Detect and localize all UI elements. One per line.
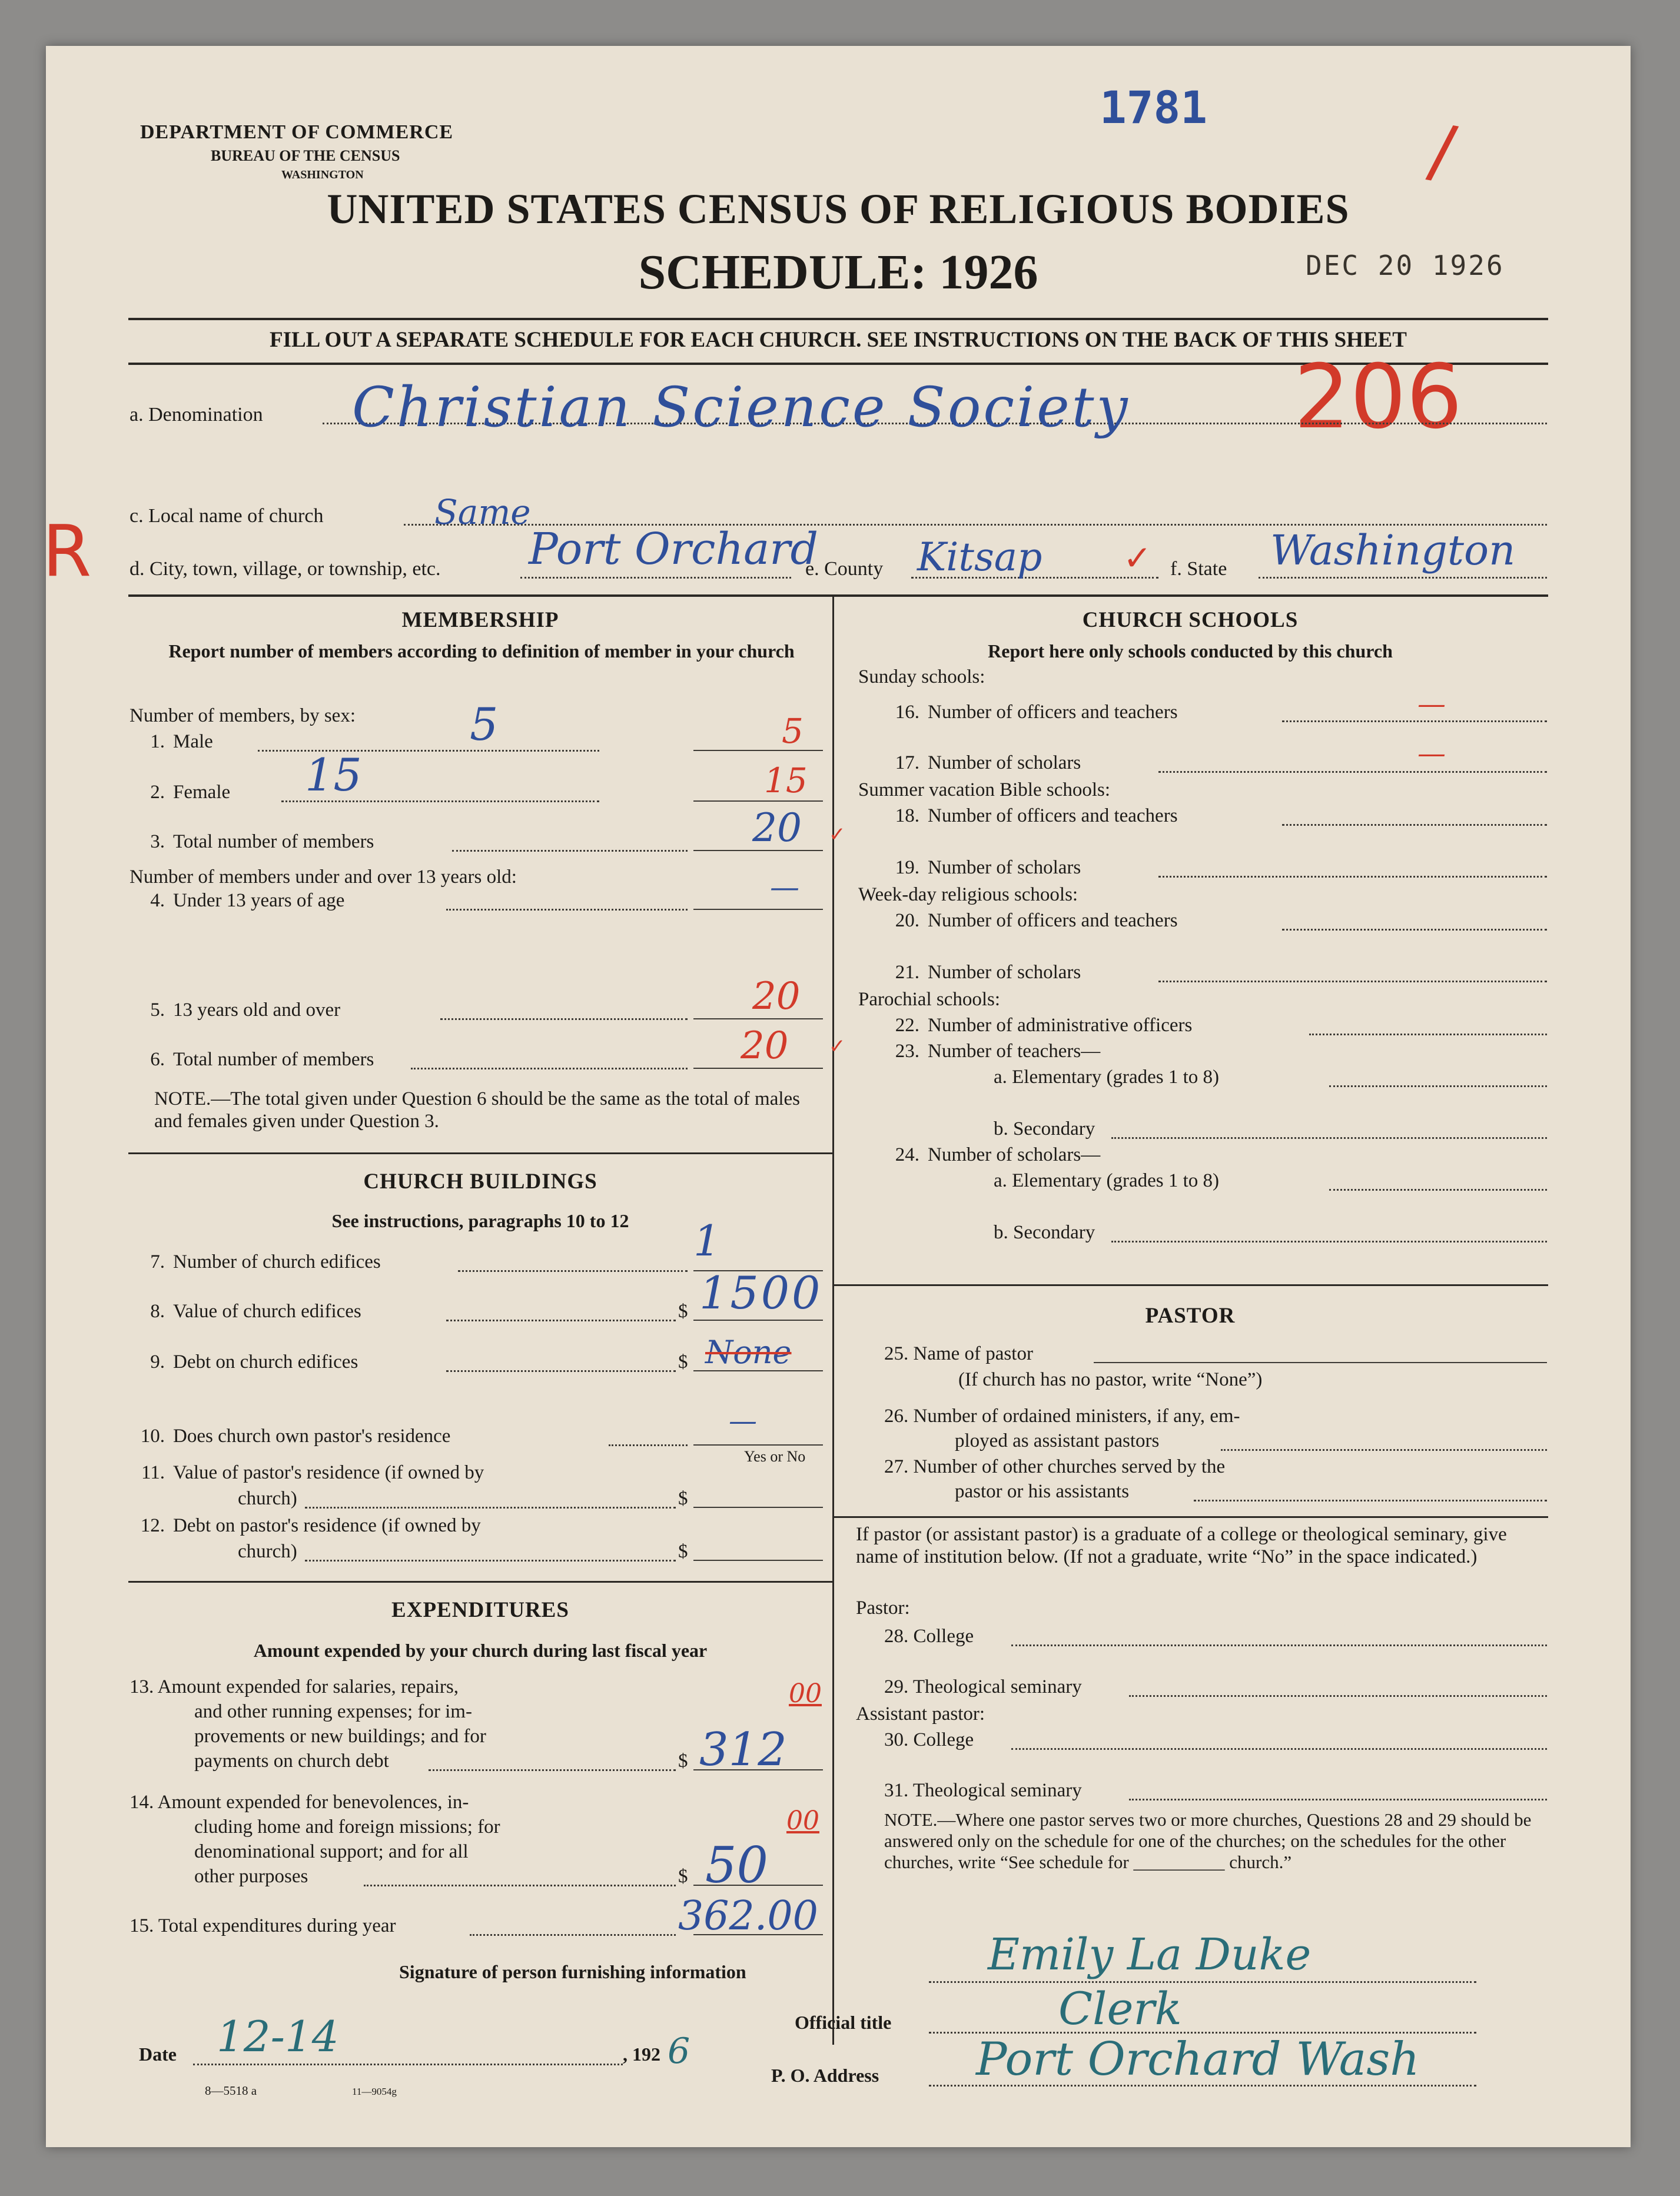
state-value: Washington — [1270, 526, 1516, 574]
schools-heading: CHURCH SCHOOLS — [1082, 608, 1299, 632]
total-members-check: ✓ — [829, 823, 846, 846]
weekday-officers-row: 20. Number of officers and teachers — [895, 910, 1178, 931]
signature-value: Emily La Duke — [988, 1929, 1312, 1980]
admin-officers-row: 22. Number of administrative officers — [895, 1015, 1193, 1036]
denomination-label: a. Denomination — [130, 404, 263, 426]
total-by-age-row: 6. Total number of members — [150, 1049, 374, 1070]
buildings-subtitle: See instructions, paragraphs 10 to 12 — [331, 1210, 629, 1231]
male-answer-line — [693, 750, 823, 751]
male-written-count: 5 — [470, 698, 499, 750]
weekday-officers-line — [1282, 929, 1547, 931]
q13-line-3: provements or new buildings; and for — [194, 1726, 486, 1747]
q14-line-3: denominational support; and for all — [194, 1841, 469, 1862]
pastor-name-line — [1094, 1362, 1547, 1363]
edifices-value-answer: 1500 — [699, 1267, 823, 1319]
assistant-sub-label: Assistant pastor: — [856, 1703, 985, 1725]
teachers-elementary: a. Elementary (grades 1 to 8) — [994, 1067, 1220, 1088]
date-value: 12-14 — [217, 2012, 339, 2061]
form-title: UNITED STATES CENSUS OF RELIGIOUS BODIES — [327, 185, 1350, 232]
residence-debt-dollar: $ — [678, 1541, 688, 1562]
q29-line — [1129, 1695, 1547, 1697]
yes-no-hint: Yes or No — [744, 1448, 806, 1465]
female-answer-line — [693, 800, 823, 802]
official-title-label: Official title — [795, 2012, 892, 2033]
year-digit: 6 — [668, 2031, 690, 2072]
sunday-scholars-answer: — — [1417, 737, 1446, 770]
edifices-value-row: 8. Value of church edifices — [150, 1301, 361, 1322]
owns-residence-answer: — — [729, 1404, 757, 1437]
edifices-value-answer-line — [693, 1320, 823, 1321]
graduate-note: If pastor (or assistant pastor) is a graduate of a college or theological seminary, give name of institution below. (If not a graduate, write “No” in the space indicated.) — [856, 1524, 1507, 1567]
edifices-debt-answer: None — [705, 1334, 792, 1371]
form-number: 8—5518 a — [205, 2084, 257, 2098]
date-line — [193, 2064, 623, 2065]
male-answer: 5 — [782, 711, 804, 751]
summer-officers-row: 18. Number of officers and teachers — [895, 805, 1178, 826]
membership-subtitle: Report number of members according to definition of member in your church — [168, 640, 795, 662]
weekday-scholars-line — [1158, 981, 1547, 982]
q14-line — [364, 1885, 676, 1886]
weekday-schools-label: Week-day religious schools: — [858, 884, 1078, 905]
city-line — [520, 577, 791, 579]
city-label: d. City, town, village, or township, etc. — [130, 558, 441, 580]
pastor-rule — [834, 1516, 1548, 1518]
city-value: Port Orchard — [529, 524, 818, 574]
q14-cents: 00 — [786, 1806, 819, 1836]
edifices-debt-dollar: $ — [678, 1351, 688, 1373]
teachers-row: 23. Number of teachers— — [895, 1041, 1101, 1062]
summer-officers-line — [1282, 824, 1547, 826]
instruction-banner: FILL OUT A SEPARATE SCHEDULE FOR EACH CHURCH. SEE INSTRUCTIONS ON THE BACK OF THIS SHEET — [269, 328, 1407, 352]
teachers-elementary-line — [1329, 1085, 1547, 1087]
red-check-mark: / — [1423, 109, 1462, 194]
q29-label: 29. Theological seminary — [884, 1676, 1082, 1697]
red-code-number: 206 — [1294, 346, 1463, 448]
total-members-answer: 20 — [752, 805, 802, 851]
total-members-row: 3. Total number of members — [150, 831, 374, 852]
residence-value-dollar: $ — [678, 1488, 688, 1509]
total-by-age-line — [411, 1068, 688, 1069]
edifices-count-answer: 1 — [693, 1216, 721, 1265]
over-13-answer-line — [693, 1018, 823, 1019]
membership-rule — [128, 1152, 832, 1154]
q13-line — [429, 1769, 676, 1771]
q14-line-4: other purposes — [194, 1866, 308, 1887]
county-value: Kitsap — [917, 534, 1042, 580]
expenditures-subtitle: Amount expended by your church during last fiscal year — [253, 1640, 708, 1661]
sunday-officers-row: 16. Number of officers and teachers — [895, 702, 1178, 723]
over-13-row: 5. 13 years old and over — [150, 999, 341, 1021]
identity-rule — [128, 594, 1548, 597]
po-address-value: Port Orchard Wash — [976, 2033, 1420, 2086]
q31-line — [1129, 1799, 1547, 1800]
summer-scholars-line — [1158, 876, 1547, 878]
print-number: 11—9054g — [352, 2086, 397, 2097]
under-13-row: 4. Under 13 years of age — [150, 890, 345, 911]
scholars-elementary: a. Elementary (grades 1 to 8) — [994, 1170, 1220, 1191]
top-rule — [128, 318, 1548, 320]
owns-residence-answer-line — [693, 1444, 823, 1446]
buildings-heading: CHURCH BUILDINGS — [363, 1170, 597, 1194]
sunday-officers-answer: — — [1417, 687, 1446, 720]
male-row: 1. Male — [150, 731, 213, 752]
residence-debt-row: 12. Debt on pastor's residence (if owned by — [140, 1515, 481, 1536]
residence-debt-answer-line — [693, 1560, 823, 1561]
q14-answer: 50 — [705, 1836, 768, 1894]
membership-heading: MEMBERSHIP — [401, 608, 559, 632]
stamp-number: 1781 — [1100, 81, 1208, 134]
admin-officers-line — [1309, 1034, 1547, 1035]
edifices-value-line — [446, 1320, 676, 1321]
edifices-count-line — [458, 1270, 688, 1272]
year-prefix: , 192 — [623, 2044, 660, 2065]
residence-value-answer-line — [693, 1507, 823, 1508]
teachers-secondary: b. Secondary — [994, 1118, 1095, 1139]
local-name-value: Same — [434, 492, 531, 532]
county-check-mark: ✓ — [1123, 538, 1152, 578]
pastor-note: NOTE.—Where one pastor serves two or more churches, Questions 28 and 29 should be answered only on the schedule for one of the churches; on the schedules for the other churches, write “See schedule for __________ church.” — [884, 1809, 1532, 1872]
female-row: 2. Female — [150, 782, 231, 803]
county-label: e. County — [805, 558, 884, 580]
pastor-name-hint: (If church has no pastor, write “None”) — [958, 1369, 1263, 1390]
scholars-secondary: b. Secondary — [994, 1222, 1095, 1243]
scholars-row: 24. Number of scholars— — [895, 1144, 1101, 1165]
pastor-sub-label: Pastor: — [856, 1597, 910, 1619]
weekday-scholars-row: 21. Number of scholars — [895, 962, 1081, 983]
schools-rule — [834, 1284, 1548, 1286]
received-date-stamp: DEC 20 1926 — [1306, 250, 1505, 281]
official-title-value: Clerk — [1058, 1982, 1182, 2035]
scholars-secondary-line — [1111, 1241, 1547, 1242]
residence-debt-line — [305, 1560, 676, 1562]
female-written-count: 15 — [305, 749, 362, 801]
denomination-value: Christian Science Society — [352, 376, 1130, 440]
over-13-line — [440, 1018, 688, 1020]
residence-value-line — [305, 1507, 676, 1509]
sunday-schools-label: Sunday schools: — [858, 666, 985, 687]
red-letter-mark: R — [42, 511, 92, 593]
q15-label: 15. Total expenditures during year — [130, 1915, 396, 1936]
sunday-scholars-row: 17. Number of scholars — [895, 752, 1081, 773]
membership-note: NOTE.—The total given under Question 6 should be the same as the total of males and females given under Question 3. — [154, 1088, 800, 1132]
teachers-secondary-line — [1111, 1137, 1547, 1139]
over-13-answer: 20 — [752, 975, 801, 1018]
q28-line — [1011, 1644, 1547, 1646]
state-line — [1259, 577, 1547, 579]
under-13-answer-line — [693, 909, 823, 910]
under-13-line — [446, 909, 688, 911]
city-heading: WASHINGTON — [281, 168, 364, 181]
summer-schools-label: Summer vacation Bible schools: — [858, 779, 1111, 800]
census-schedule-sheet — [42, 46, 1631, 2147]
schools-subtitle: Report here only schools conducted by this church — [988, 640, 1393, 662]
summer-scholars-row: 19. Number of scholars — [895, 857, 1081, 878]
under-13-answer: — — [770, 870, 799, 904]
q14-line-2: cluding home and foreign missions; for — [194, 1816, 500, 1838]
q13-line-1: 13. Amount expended for salaries, repairs, — [130, 1676, 459, 1697]
edifices-debt-line — [446, 1370, 676, 1372]
q13-dollar: $ — [678, 1750, 688, 1772]
owns-residence-line — [609, 1444, 688, 1446]
q27-line — [1194, 1500, 1547, 1501]
sunday-scholars-line — [1158, 771, 1547, 773]
total-by-age-answer-line — [693, 1068, 823, 1069]
schedule-title: SCHEDULE: 1926 — [638, 245, 1038, 300]
q15-line — [470, 1934, 676, 1936]
q13-line-2: and other running expenses; for im- — [194, 1701, 472, 1722]
parochial-schools-label: Parochial schools: — [858, 989, 1001, 1010]
q28-label: 28. College — [884, 1626, 974, 1647]
female-answer: 15 — [764, 760, 808, 800]
local-name-label: c. Local name of church — [130, 505, 324, 527]
q26-line-2: ployed as assistant pastors — [955, 1430, 1160, 1451]
residence-value-row-cont: church) — [238, 1488, 297, 1509]
q14-line-1: 14. Amount expended for benevolences, in- — [130, 1792, 469, 1813]
residence-debt-row-cont: church) — [238, 1541, 297, 1562]
residence-value-row: 11. Value of pastor's residence (if owned by — [141, 1462, 484, 1483]
by-sex-label: Number of members, by sex: — [130, 705, 356, 726]
department-heading: DEPARTMENT OF COMMERCE — [140, 121, 454, 143]
signature-label: Signature of person furnishing information — [399, 1961, 746, 1982]
q13-line-4: payments on church debt — [194, 1750, 389, 1772]
buildings-rule — [128, 1581, 832, 1583]
owns-residence-row: 10. Does church own pastor's residence — [140, 1426, 451, 1447]
q27-line-2: pastor or his assistants — [955, 1481, 1130, 1502]
q30-label: 30. College — [884, 1729, 974, 1750]
q13-cents: 00 — [789, 1679, 822, 1709]
q26-line — [1221, 1449, 1547, 1451]
edifices-debt-row: 9. Debt on church edifices — [150, 1351, 358, 1373]
pastor-name-label: 25. Name of pastor — [884, 1343, 1033, 1364]
q26-line-1: 26. Number of ordained ministers, if any, em- — [884, 1406, 1240, 1427]
edifices-value-dollar: $ — [678, 1301, 688, 1322]
q15-answer: 362.00 — [678, 1893, 818, 1939]
scholars-elementary-line — [1329, 1189, 1547, 1191]
edifices-count-row: 7. Number of church edifices — [150, 1251, 381, 1273]
po-address-label: P. O. Address — [771, 2065, 879, 2086]
bureau-heading: BUREAU OF THE CENSUS — [211, 147, 400, 164]
total-by-age-check: ✓ — [829, 1035, 846, 1058]
pastor-heading: PASTOR — [1145, 1304, 1236, 1328]
date-label: Date — [139, 2044, 177, 2065]
q30-line — [1011, 1748, 1547, 1750]
q13-answer: 312 — [699, 1723, 787, 1776]
q14-dollar: $ — [678, 1866, 688, 1887]
q27-line-1: 27. Number of other churches served by the — [884, 1456, 1226, 1477]
under-over-label: Number of members under and over 13 years old: — [130, 866, 517, 888]
state-label: f. State — [1170, 558, 1227, 580]
total-by-age-answer: 20 — [741, 1024, 789, 1068]
total-members-line — [452, 850, 688, 852]
signature-line — [929, 1981, 1476, 1983]
sunday-officers-line — [1282, 720, 1547, 722]
q31-label: 31. Theological seminary — [884, 1780, 1082, 1801]
expenditures-heading: EXPENDITURES — [391, 1598, 569, 1622]
